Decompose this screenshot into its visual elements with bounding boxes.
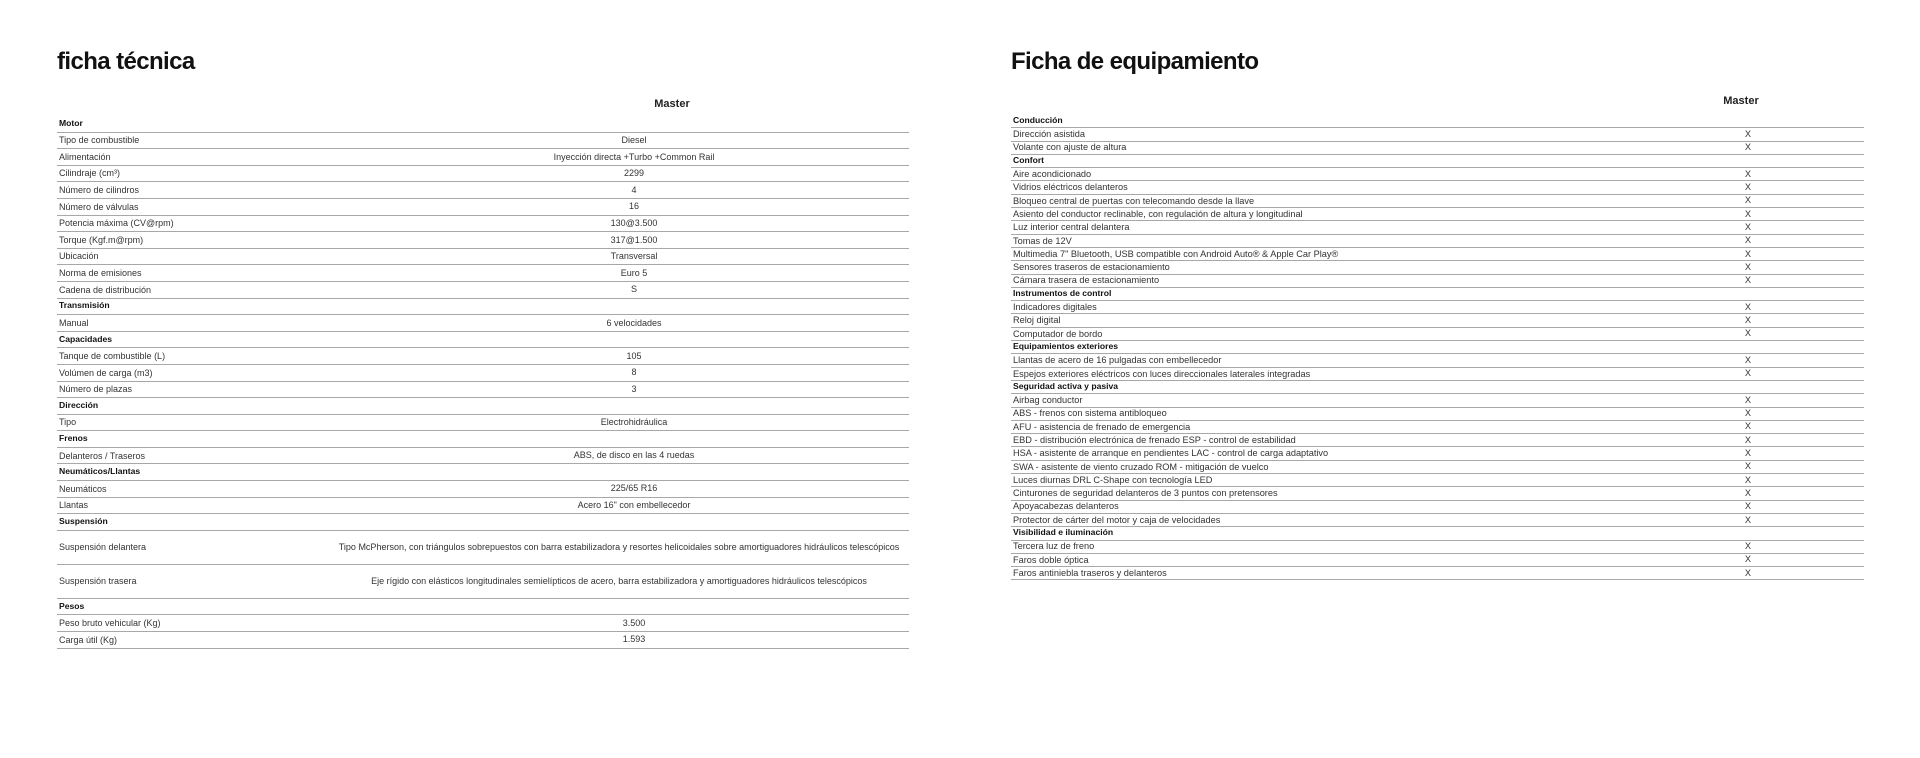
row-value: 105 <box>626 350 642 361</box>
row-value: 225/65 R16 <box>610 483 658 494</box>
row-label: Sensores traseros de estacionamiento <box>1013 262 1170 273</box>
table-row <box>1011 142 1864 155</box>
row-value: 1.593 <box>622 634 646 645</box>
row-value: X <box>1744 248 1752 259</box>
ficha-tecnica-column-header: Master <box>654 98 690 110</box>
table-row <box>57 498 909 515</box>
table-row <box>1011 328 1864 341</box>
row-value: Electrohidráulica <box>600 417 668 428</box>
row-value: X <box>1744 448 1752 459</box>
ficha-equipamiento-column-header: Master <box>1723 95 1759 107</box>
row-label: Aire acondicionado <box>1013 169 1092 180</box>
row-value: X <box>1744 195 1752 206</box>
row-value: X <box>1744 142 1752 153</box>
row-value: X <box>1744 328 1752 339</box>
row-value: X <box>1744 554 1752 565</box>
row-label: HSA - asistente de arranque en pendientes LAC - control de carga adaptativo <box>1013 448 1329 459</box>
row-label: SWA - asistente de viento cruzado ROM - mitigación de vuelco <box>1013 461 1269 472</box>
row-value: Inyección directa +Turbo +Common Rail <box>553 151 715 162</box>
table-row <box>57 199 909 216</box>
section-header-row <box>57 431 909 448</box>
row-value: X <box>1744 501 1752 512</box>
row-label: Volúmen de carga (m3) <box>59 367 153 378</box>
row-label: Suspensión trasera <box>59 576 137 587</box>
section-header-row <box>1011 381 1864 394</box>
table-row <box>1011 487 1864 500</box>
row-label: Dirección asistida <box>1013 129 1085 140</box>
table-row <box>1011 275 1864 288</box>
table-row <box>1011 208 1864 221</box>
row-value: X <box>1744 461 1752 472</box>
row-value: ABS, de disco en las 4 ruedas <box>573 450 695 461</box>
table-row <box>57 565 909 599</box>
table-row <box>1011 554 1864 567</box>
row-label: Cadena de distribución <box>59 284 152 295</box>
row-label: Tanque de combustible (L) <box>59 350 166 361</box>
table-row <box>57 382 909 399</box>
row-value: 8 <box>631 367 637 378</box>
row-label: Carga útil (Kg) <box>59 634 118 645</box>
row-value: 3 <box>631 383 637 394</box>
row-value: X <box>1744 541 1752 552</box>
row-value: X <box>1744 434 1752 445</box>
row-value: X <box>1744 128 1752 139</box>
table-row <box>1011 474 1864 487</box>
row-value: Acero 16" con embellecedor <box>577 500 691 511</box>
section-header-row <box>1011 288 1864 301</box>
row-value: 4 <box>631 184 637 195</box>
table-row <box>1011 235 1864 248</box>
row-value: X <box>1744 222 1752 232</box>
row-label: Delanteros / Traseros <box>59 450 146 461</box>
table-row <box>1011 394 1864 407</box>
table-row <box>57 282 909 299</box>
table-row <box>1011 168 1864 181</box>
section-label: Capacidades <box>59 333 113 344</box>
row-value: X <box>1744 514 1752 525</box>
row-value: X <box>1744 182 1752 193</box>
table-row <box>1011 314 1864 327</box>
section-header-row <box>1011 115 1864 128</box>
table-row <box>57 265 909 282</box>
row-value: Eje rígido con elásticos longitudinales semielípticos de acero, barra estabilizadora y amortiguadores hidráulicos telescópicos <box>371 575 867 586</box>
table-row <box>57 249 909 266</box>
section-header-row <box>57 116 909 133</box>
row-label: Norma de emisiones <box>59 267 142 278</box>
table-row <box>1011 541 1864 554</box>
row-label: Cilindraje (cm³) <box>59 168 121 179</box>
table-row <box>1011 434 1864 447</box>
row-value: X <box>1744 408 1752 419</box>
row-label: Ubicación <box>59 251 99 262</box>
row-label: Tipo de combustible <box>59 135 140 146</box>
table-row <box>1011 181 1864 194</box>
row-label: Número de válvulas <box>59 201 139 212</box>
row-value: Transversal <box>610 251 658 262</box>
row-label: Neumáticos <box>59 483 107 494</box>
row-value: 2299 <box>623 168 645 179</box>
row-label: Cámara trasera de estacionamiento <box>1013 275 1160 286</box>
table-row <box>1011 354 1864 367</box>
section-header-row <box>57 332 909 349</box>
row-value: S <box>630 284 637 295</box>
row-value: X <box>1744 261 1752 272</box>
table-row <box>1011 128 1864 141</box>
section-header-row <box>1011 155 1864 168</box>
table-row <box>57 481 909 498</box>
section-label: Suspensión <box>59 516 108 527</box>
row-label: Espejos exteriores eléctricos con luces direccionales laterales integradas <box>1013 368 1311 379</box>
row-label: Alimentación <box>59 151 111 162</box>
row-label: Faros antiniebla traseros y delanteros <box>1013 567 1167 578</box>
table-row <box>57 448 909 465</box>
section-label: Pesos <box>59 600 85 611</box>
table-row <box>57 632 909 649</box>
row-label: Luces diurnas DRL C-Shape con tecnología LED <box>1013 474 1213 485</box>
row-label: Vidrios eléctricos delanteros <box>1013 182 1128 193</box>
row-label: Potencia máxima (CV@rpm) <box>59 218 174 229</box>
row-value: X <box>1744 275 1752 286</box>
row-label: Apoyacabezas delanteros <box>1013 501 1119 512</box>
section-label: Frenos <box>59 433 88 444</box>
row-value: X <box>1744 421 1752 432</box>
row-value: 6 velocidades <box>606 317 662 328</box>
section-header-row <box>57 514 909 531</box>
ficha-tecnica-title: ficha técnica <box>57 48 195 75</box>
row-value: X <box>1744 567 1752 578</box>
row-label: Torque (Kgf.m@rpm) <box>59 234 144 245</box>
section-label: Instrumentos de control <box>1013 288 1112 299</box>
table-row <box>57 531 909 565</box>
section-label: Confort <box>1013 155 1045 166</box>
table-row <box>1011 447 1864 460</box>
row-value: 3.500 <box>622 617 646 628</box>
row-label: Tomas de 12V <box>1013 235 1072 246</box>
row-label: Cinturones de seguridad delanteros de 3 puntos con pretensores <box>1013 488 1278 499</box>
table-row <box>57 615 909 632</box>
row-value: X <box>1744 394 1752 405</box>
table-row <box>57 365 909 382</box>
row-label: Peso bruto vehicular (Kg) <box>59 618 161 629</box>
section-header-row <box>57 464 909 481</box>
section-header-row <box>57 299 909 316</box>
section-label: Equipamientos exteriores <box>1013 341 1119 352</box>
row-value: X <box>1744 474 1752 485</box>
row-label: Llantas <box>59 500 89 511</box>
row-value: 16 <box>628 201 639 212</box>
ficha-tecnica-table <box>57 116 909 649</box>
row-value: X <box>1744 368 1752 379</box>
row-value: Tipo McPherson, con triángulos sobrepuestos con barra estabilizadora y resortes helicoidales sobre amortiguadores hidráulicos telescópicos <box>338 541 900 552</box>
row-value: X <box>1744 354 1752 365</box>
row-label: EBD - distribución electrónica de frenado ESP - control de estabilidad <box>1013 434 1296 445</box>
table-row <box>1011 567 1864 580</box>
table-row <box>1011 408 1864 421</box>
row-label: ABS - frenos con sistema antibloqueo <box>1013 408 1167 419</box>
row-label: Suspensión delantera <box>59 542 147 553</box>
table-row <box>1011 368 1864 381</box>
row-label: Luz interior central delantera <box>1013 222 1130 233</box>
row-label: Faros doble óptica <box>1013 554 1089 565</box>
section-header-row <box>57 599 909 616</box>
row-label: AFU - asistencia de frenado de emergencia <box>1013 421 1191 432</box>
table-row <box>1011 461 1864 474</box>
ficha-equipamiento-table <box>1011 115 1864 580</box>
table-row <box>57 182 909 199</box>
row-value: X <box>1744 487 1752 498</box>
section-header-row <box>1011 527 1864 540</box>
row-label: Tipo <box>59 417 77 428</box>
section-label: Visibilidad e iluminación <box>1013 527 1114 538</box>
row-value: Euro 5 <box>620 267 648 278</box>
row-value: X <box>1744 315 1752 326</box>
section-label: Motor <box>59 117 83 128</box>
row-value: X <box>1744 168 1752 179</box>
table-row <box>57 149 909 166</box>
row-label: Volante con ajuste de altura <box>1013 142 1127 153</box>
row-label: Bloqueo central de puertas con telecomando desde la llave <box>1013 195 1255 206</box>
row-value: 130@3.500 <box>610 217 658 228</box>
row-label: Reloj digital <box>1013 315 1061 326</box>
table-row <box>1011 514 1864 527</box>
row-label: Manual <box>59 317 89 328</box>
row-label: Protector de cárter del motor y caja de velocidades <box>1013 514 1221 525</box>
table-row <box>1011 248 1864 261</box>
row-label: Multimedia 7" Bluetooth, USB compatible con Android Auto® & Apple Car Play® <box>1013 248 1339 259</box>
table-row <box>1011 301 1864 314</box>
table-row <box>57 232 909 249</box>
row-value: X <box>1744 301 1752 312</box>
section-label: Conducción <box>1013 115 1063 126</box>
table-row <box>57 166 909 183</box>
row-label: Tercera luz de freno <box>1013 541 1095 552</box>
table-row <box>1011 261 1864 274</box>
row-label: Indicadores digitales <box>1013 302 1097 313</box>
row-label: Asiento del conductor reclinable, con regulación de altura y longitudinal <box>1013 208 1303 219</box>
ficha-equipamiento-title: Ficha de equipamiento <box>1011 48 1259 75</box>
table-row <box>57 348 909 365</box>
row-value: X <box>1744 235 1752 246</box>
table-row <box>57 133 909 150</box>
section-header-row <box>1011 341 1864 354</box>
table-row <box>57 216 909 233</box>
row-label: Número de cilindros <box>59 185 140 195</box>
section-header-row <box>57 398 909 415</box>
table-row <box>1011 501 1864 514</box>
section-label: Transmisión <box>59 300 110 311</box>
row-label: Llantas de acero de 16 pulgadas con embellecedor <box>1013 355 1222 366</box>
row-label: Airbag conductor <box>1013 395 1083 406</box>
table-row <box>57 315 909 332</box>
row-value: Diesel <box>621 134 647 145</box>
table-row <box>1011 421 1864 434</box>
section-label: Seguridad activa y pasiva <box>1013 381 1119 392</box>
row-value: X <box>1744 208 1752 219</box>
table-row <box>1011 195 1864 208</box>
table-row <box>57 415 909 432</box>
section-label: Dirección <box>59 399 99 410</box>
row-label: Número de plazas <box>59 384 133 395</box>
table-row <box>1011 221 1864 234</box>
section-label: Neumáticos/Llantas <box>59 466 141 477</box>
row-value: 317@1.500 <box>610 234 658 245</box>
row-label: Computador de bordo <box>1013 328 1103 339</box>
